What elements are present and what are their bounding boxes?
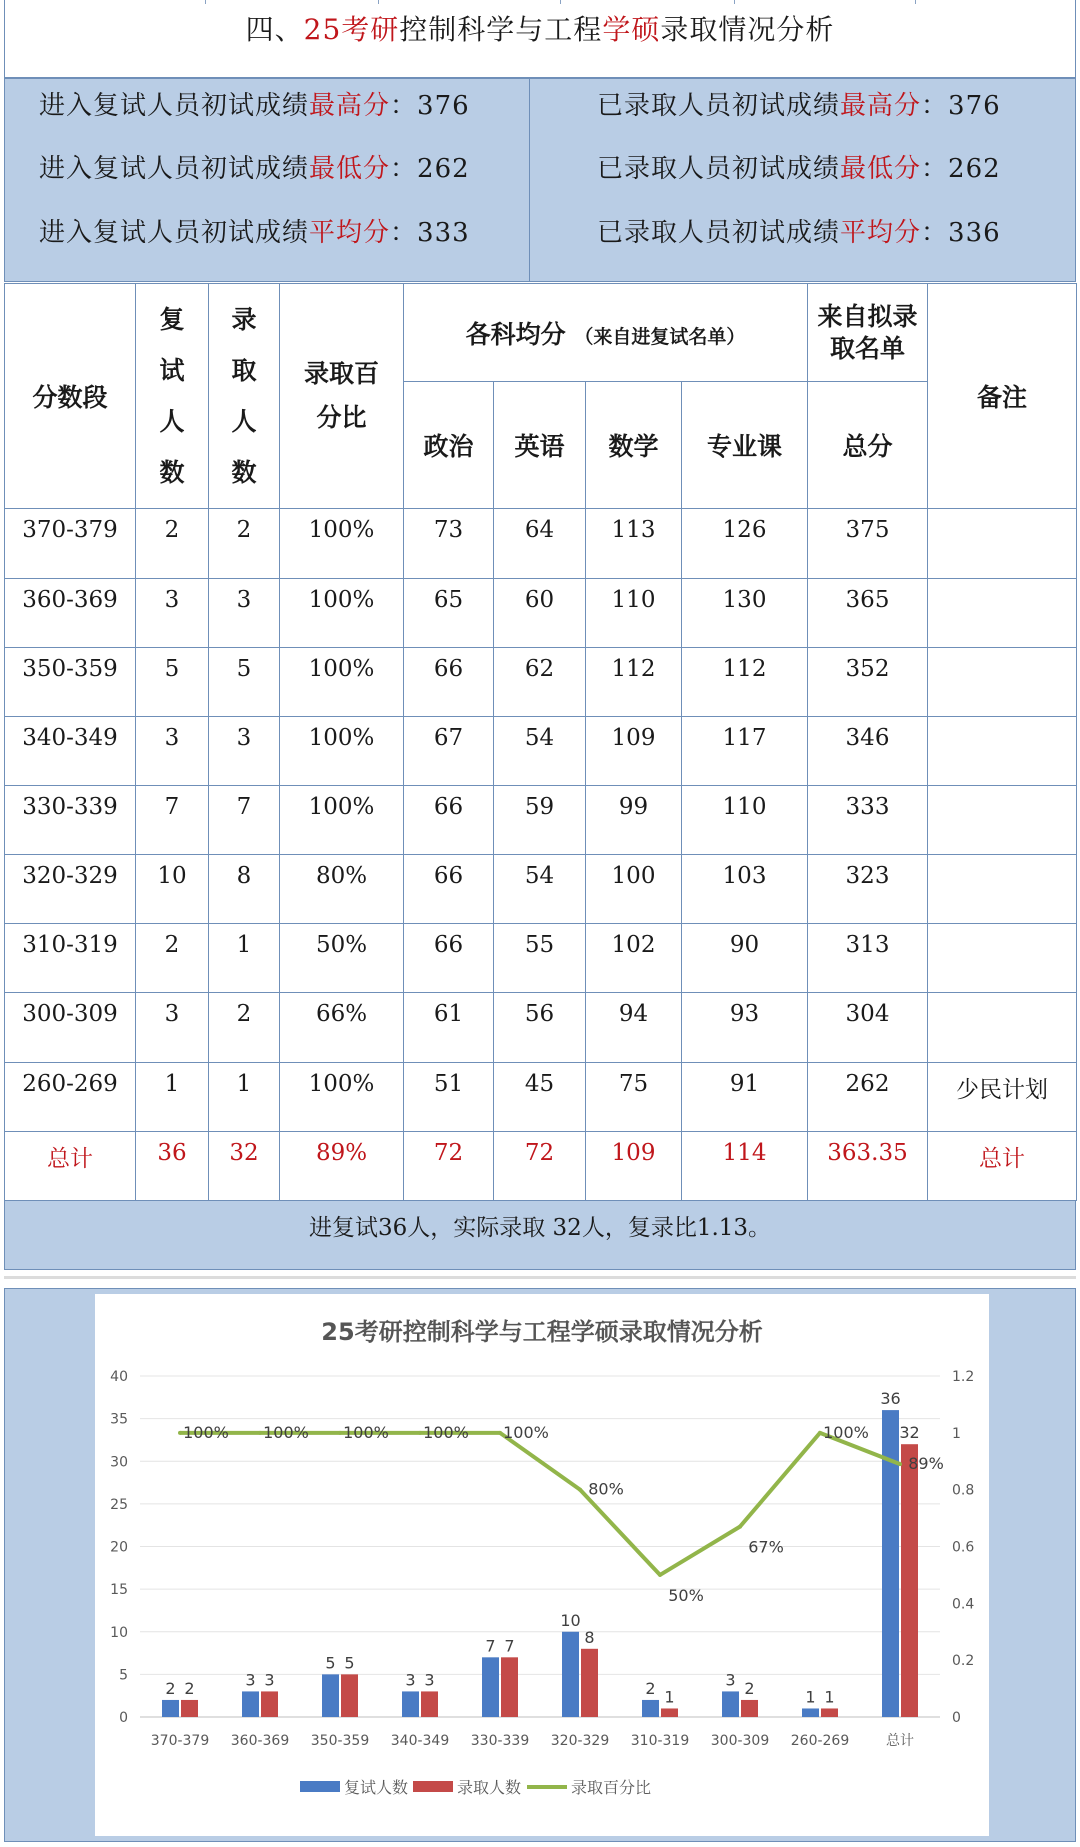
cell-remark: 少民计划 bbox=[928, 1062, 1077, 1131]
cell-major: 103 bbox=[682, 855, 808, 924]
cell-major: 130 bbox=[682, 578, 808, 647]
cell-admit-rate: 100% bbox=[280, 509, 404, 578]
rate-label: 100% bbox=[503, 1422, 549, 1442]
bar bbox=[562, 1632, 579, 1717]
rate-label: 50% bbox=[668, 1585, 704, 1605]
cell-retest-count: 10 bbox=[136, 855, 209, 924]
cell-retest-count: 7 bbox=[136, 786, 209, 855]
cell-admit-rate: 80% bbox=[280, 855, 404, 924]
bar-value-label: 3 bbox=[424, 1670, 435, 1690]
cell-admit-count: 5 bbox=[209, 647, 280, 716]
summary-text: 进复试36人，实际录取 32人，复录比1.13。 bbox=[308, 1215, 772, 1241]
cell-english: 62 bbox=[494, 647, 586, 716]
bar-value-label: 2 bbox=[165, 1678, 176, 1698]
cell-politics: 67 bbox=[404, 716, 494, 785]
legend-label: 录取人数 bbox=[457, 1778, 522, 1797]
combo-chart bbox=[95, 1294, 989, 1836]
rate-point bbox=[818, 1431, 822, 1435]
header-from-list: 来自拟录 取名单 bbox=[808, 284, 928, 382]
cell-politics: 66 bbox=[404, 855, 494, 924]
cell-admit-count: 32 bbox=[209, 1131, 280, 1200]
cell-admit-rate: 100% bbox=[280, 647, 404, 716]
admitted-avg-score: 已录取人员初试成绩平均分：336 bbox=[597, 218, 1001, 248]
y-left-tick-label: 0 bbox=[119, 1710, 128, 1726]
y-right-tick-label: 1.2 bbox=[952, 1369, 975, 1385]
cell-segment: 350-359 bbox=[5, 647, 136, 716]
cell-admit-count: 7 bbox=[209, 786, 280, 855]
cell-retest-count: 3 bbox=[136, 578, 209, 647]
cell-remark bbox=[928, 647, 1077, 716]
bar-value-label: 3 bbox=[405, 1670, 416, 1690]
rate-label: 100% bbox=[343, 1422, 389, 1442]
cell-english: 56 bbox=[494, 993, 586, 1062]
cell-total-score: 375 bbox=[808, 509, 928, 578]
cell-major: 114 bbox=[682, 1131, 808, 1200]
cell-remark bbox=[928, 786, 1077, 855]
legend-label: 复试人数 bbox=[344, 1778, 409, 1797]
cell-politics: 66 bbox=[404, 786, 494, 855]
y-left-tick-label: 20 bbox=[110, 1539, 128, 1556]
header-remark: 备注 bbox=[928, 284, 1077, 509]
cell-politics: 65 bbox=[404, 578, 494, 647]
bar bbox=[722, 1691, 739, 1717]
table-row bbox=[5, 786, 1077, 855]
bar-value-label: 3 bbox=[725, 1670, 736, 1690]
cell-retest-count: 5 bbox=[136, 647, 209, 716]
table-row bbox=[5, 509, 1077, 578]
bar-value-label: 1 bbox=[805, 1687, 816, 1707]
bar bbox=[402, 1691, 419, 1717]
cell-admit-rate: 100% bbox=[280, 1062, 404, 1131]
bar-value-label: 7 bbox=[504, 1636, 515, 1656]
cell-major: 90 bbox=[682, 924, 808, 993]
cell-segment: 310-319 bbox=[5, 924, 136, 993]
rate-label: 100% bbox=[823, 1422, 869, 1442]
table-body bbox=[5, 509, 1077, 1201]
cell-retest-count: 2 bbox=[136, 509, 209, 578]
y-right-tick-label: 1 bbox=[952, 1425, 961, 1442]
rate-point bbox=[578, 1488, 582, 1492]
cell-total-score: 313 bbox=[808, 924, 928, 993]
header-math: 数学 bbox=[586, 382, 682, 509]
cell-retest-count: 36 bbox=[136, 1131, 209, 1200]
cell-admit-rate: 100% bbox=[280, 578, 404, 647]
cell-total-score: 365 bbox=[808, 578, 928, 647]
y-right-tick-label: 0.6 bbox=[952, 1539, 975, 1556]
bar bbox=[741, 1700, 758, 1717]
rate-point bbox=[738, 1525, 742, 1529]
bar bbox=[901, 1444, 918, 1717]
x-tick-label: 330-339 bbox=[470, 1733, 530, 1749]
cell-major: 117 bbox=[682, 716, 808, 785]
bar bbox=[661, 1708, 678, 1717]
cell-admit-count: 2 bbox=[209, 993, 280, 1062]
table-row bbox=[5, 578, 1077, 647]
score-segment-table bbox=[4, 283, 1077, 1201]
cell-english: 54 bbox=[494, 855, 586, 924]
x-tick-label: 360-369 bbox=[230, 1733, 290, 1749]
bar-value-label: 7 bbox=[485, 1636, 496, 1656]
cell-english: 45 bbox=[494, 1062, 586, 1131]
header-english: 英语 bbox=[494, 382, 586, 509]
legend-swatch bbox=[413, 1781, 453, 1792]
cell-politics: 51 bbox=[404, 1062, 494, 1131]
bar bbox=[482, 1657, 499, 1717]
table-row bbox=[5, 993, 1077, 1062]
cell-english: 60 bbox=[494, 578, 586, 647]
rate-label: 100% bbox=[263, 1422, 309, 1442]
rate-point bbox=[898, 1462, 902, 1466]
cell-total-score: 352 bbox=[808, 647, 928, 716]
rate-label: 89% bbox=[908, 1454, 944, 1474]
cell-remark: 总计 bbox=[928, 1131, 1077, 1200]
cell-math: 110 bbox=[586, 578, 682, 647]
cell-admit-count: 1 bbox=[209, 924, 280, 993]
cell-retest-count: 3 bbox=[136, 716, 209, 785]
cell-total-score: 363.35 bbox=[808, 1131, 928, 1200]
x-tick-label: 310-319 bbox=[630, 1733, 690, 1749]
top-border-ticks bbox=[5, 0, 1075, 4]
cell-admit-count: 3 bbox=[209, 716, 280, 785]
bar-value-label: 2 bbox=[645, 1678, 656, 1698]
table-row bbox=[5, 924, 1077, 993]
cell-retest-count: 2 bbox=[136, 924, 209, 993]
cell-math: 100 bbox=[586, 855, 682, 924]
bar bbox=[162, 1700, 179, 1717]
rate-point bbox=[178, 1431, 182, 1435]
cell-admit-rate: 100% bbox=[280, 786, 404, 855]
rate-label: 80% bbox=[588, 1479, 624, 1499]
cell-remark bbox=[928, 993, 1077, 1062]
cell-major: 112 bbox=[682, 647, 808, 716]
admitted-max-score: 已录取人员初试成绩最高分：376 bbox=[597, 91, 1001, 121]
y-left-tick-label: 25 bbox=[110, 1496, 128, 1513]
document-title: 四、25考研控制科学与工程学硕录取情况分析 bbox=[245, 13, 835, 46]
y-right-tick-label: 0.4 bbox=[952, 1596, 975, 1613]
bar bbox=[581, 1649, 598, 1717]
x-tick-label: 370-379 bbox=[150, 1733, 210, 1749]
cell-math: 109 bbox=[586, 716, 682, 785]
y-left-tick-label: 35 bbox=[110, 1411, 128, 1428]
cell-segment: 260-269 bbox=[5, 1062, 136, 1131]
cell-total-score: 323 bbox=[808, 855, 928, 924]
header-avg-group: 各科均分 （来自进复试名单） bbox=[404, 284, 808, 382]
bar-value-label: 1 bbox=[664, 1687, 675, 1707]
cell-admit-rate: 66% bbox=[280, 993, 404, 1062]
page-separator bbox=[4, 1276, 1076, 1279]
admitted-min-score: 已录取人员初试成绩最低分：262 bbox=[597, 154, 1001, 184]
total-row bbox=[5, 1131, 1077, 1200]
bar-value-label: 3 bbox=[245, 1670, 256, 1690]
bar-value-label: 2 bbox=[744, 1678, 755, 1698]
bar-value-label: 1 bbox=[824, 1687, 835, 1707]
header-retest-count: 复 试 人 数 bbox=[136, 284, 209, 509]
x-tick-label: 总计 bbox=[886, 1733, 914, 1749]
entered-min-score: 进入复试人员初试成绩最低分：262 bbox=[39, 154, 470, 184]
score-panel-divider bbox=[529, 79, 530, 281]
table-row bbox=[5, 716, 1077, 785]
bar bbox=[322, 1674, 339, 1717]
x-tick-label: 350-359 bbox=[310, 1733, 370, 1749]
cell-segment: 360-369 bbox=[5, 578, 136, 647]
cell-politics: 72 bbox=[404, 1131, 494, 1200]
entered-max-score: 进入复试人员初试成绩最高分：376 bbox=[39, 91, 470, 121]
cell-total-score: 304 bbox=[808, 993, 928, 1062]
table-row bbox=[5, 1062, 1077, 1131]
entered-avg-score: 进入复试人员初试成绩平均分：333 bbox=[39, 218, 470, 248]
summary-bar bbox=[4, 1201, 1076, 1270]
legend-swatch bbox=[300, 1781, 340, 1792]
cell-admit-count: 8 bbox=[209, 855, 280, 924]
chart-area bbox=[95, 1294, 989, 1836]
rate-point bbox=[658, 1573, 662, 1577]
cell-retest-count: 1 bbox=[136, 1062, 209, 1131]
x-tick-label: 260-269 bbox=[790, 1733, 850, 1749]
cell-total-score: 346 bbox=[808, 716, 928, 785]
cell-segment: 330-339 bbox=[5, 786, 136, 855]
cell-english: 64 bbox=[494, 509, 586, 578]
cell-admit-rate: 89% bbox=[280, 1131, 404, 1200]
cell-total-score: 333 bbox=[808, 786, 928, 855]
cell-politics: 66 bbox=[404, 924, 494, 993]
chart-panel bbox=[4, 1288, 1076, 1842]
cell-math: 113 bbox=[586, 509, 682, 578]
x-tick-label: 340-349 bbox=[390, 1733, 450, 1749]
cell-politics: 73 bbox=[404, 509, 494, 578]
legend-label: 录取百分比 bbox=[571, 1778, 652, 1797]
cell-math: 94 bbox=[586, 993, 682, 1062]
bar bbox=[261, 1691, 278, 1717]
bar-value-label: 36 bbox=[880, 1389, 901, 1409]
cell-english: 72 bbox=[494, 1131, 586, 1200]
bar bbox=[642, 1700, 659, 1717]
bar-value-label: 3 bbox=[264, 1670, 275, 1690]
cell-remark bbox=[928, 509, 1077, 578]
cell-admit-rate: 100% bbox=[280, 716, 404, 785]
cell-math: 112 bbox=[586, 647, 682, 716]
bar-value-label: 5 bbox=[344, 1653, 355, 1673]
y-right-tick-label: 0 bbox=[952, 1710, 961, 1726]
cell-english: 55 bbox=[494, 924, 586, 993]
x-tick-label: 300-309 bbox=[710, 1733, 770, 1749]
score-summary-panel bbox=[4, 78, 1076, 282]
y-left-tick-label: 30 bbox=[110, 1454, 128, 1471]
title-box bbox=[4, 0, 1076, 78]
x-tick-label: 320-329 bbox=[550, 1733, 610, 1749]
cell-admit-count: 2 bbox=[209, 509, 280, 578]
y-left-tick-label: 15 bbox=[110, 1582, 128, 1599]
cell-major: 110 bbox=[682, 786, 808, 855]
bar bbox=[181, 1700, 198, 1717]
bar bbox=[242, 1691, 259, 1717]
rate-point bbox=[498, 1431, 502, 1435]
bar-value-label: 32 bbox=[899, 1423, 920, 1443]
cell-segment: 340-349 bbox=[5, 716, 136, 785]
cell-math: 109 bbox=[586, 1131, 682, 1200]
bar bbox=[821, 1708, 838, 1717]
cell-segment: 总计 bbox=[5, 1131, 136, 1200]
rate-label: 100% bbox=[183, 1422, 229, 1442]
header-segment: 分数段 bbox=[5, 284, 136, 509]
header-admit-count: 录 取 人 数 bbox=[209, 284, 280, 509]
cell-english: 59 bbox=[494, 786, 586, 855]
cell-remark bbox=[928, 578, 1077, 647]
cell-politics: 61 bbox=[404, 993, 494, 1062]
cell-politics: 66 bbox=[404, 647, 494, 716]
bar-value-label: 5 bbox=[325, 1653, 336, 1673]
y-right-tick-label: 0.2 bbox=[952, 1653, 975, 1670]
cell-segment: 370-379 bbox=[5, 509, 136, 578]
table-row bbox=[5, 647, 1077, 716]
cell-admit-count: 1 bbox=[209, 1062, 280, 1131]
cell-segment: 320-329 bbox=[5, 855, 136, 924]
bar-value-label: 2 bbox=[184, 1678, 195, 1698]
y-right-tick-label: 0.8 bbox=[952, 1482, 975, 1499]
rate-point bbox=[418, 1431, 422, 1435]
y-left-tick-label: 5 bbox=[119, 1667, 128, 1684]
cell-major: 93 bbox=[682, 993, 808, 1062]
header-major: 专业课 bbox=[682, 382, 808, 509]
bar bbox=[341, 1674, 358, 1717]
cell-major: 91 bbox=[682, 1062, 808, 1131]
bar bbox=[802, 1708, 819, 1717]
chart-title: 25考研控制科学与工程学硕录取情况分析 bbox=[321, 1318, 763, 1346]
cell-admit-rate: 50% bbox=[280, 924, 404, 993]
bar bbox=[501, 1657, 518, 1717]
rate-label: 100% bbox=[423, 1422, 469, 1442]
cell-math: 102 bbox=[586, 924, 682, 993]
cell-remark bbox=[928, 924, 1077, 993]
cell-total-score: 262 bbox=[808, 1062, 928, 1131]
header-admit-rate: 录取百 分比 bbox=[280, 284, 404, 509]
cell-segment: 300-309 bbox=[5, 993, 136, 1062]
header-total-score: 总分 bbox=[808, 382, 928, 509]
rate-point bbox=[338, 1431, 342, 1435]
cell-remark bbox=[928, 855, 1077, 924]
cell-retest-count: 3 bbox=[136, 993, 209, 1062]
cell-math: 75 bbox=[586, 1062, 682, 1131]
header-politics: 政治 bbox=[404, 382, 494, 509]
bar-value-label: 10 bbox=[560, 1610, 581, 1630]
cell-remark bbox=[928, 716, 1077, 785]
cell-admit-count: 3 bbox=[209, 578, 280, 647]
rate-label: 67% bbox=[748, 1537, 784, 1557]
rate-point bbox=[258, 1431, 262, 1435]
y-left-tick-label: 10 bbox=[110, 1624, 128, 1641]
table-row bbox=[5, 855, 1077, 924]
cell-english: 54 bbox=[494, 716, 586, 785]
cell-major: 126 bbox=[682, 509, 808, 578]
bar-value-label: 8 bbox=[584, 1627, 595, 1647]
cell-math: 99 bbox=[586, 786, 682, 855]
y-left-tick-label: 40 bbox=[110, 1369, 128, 1385]
bar bbox=[421, 1691, 438, 1717]
